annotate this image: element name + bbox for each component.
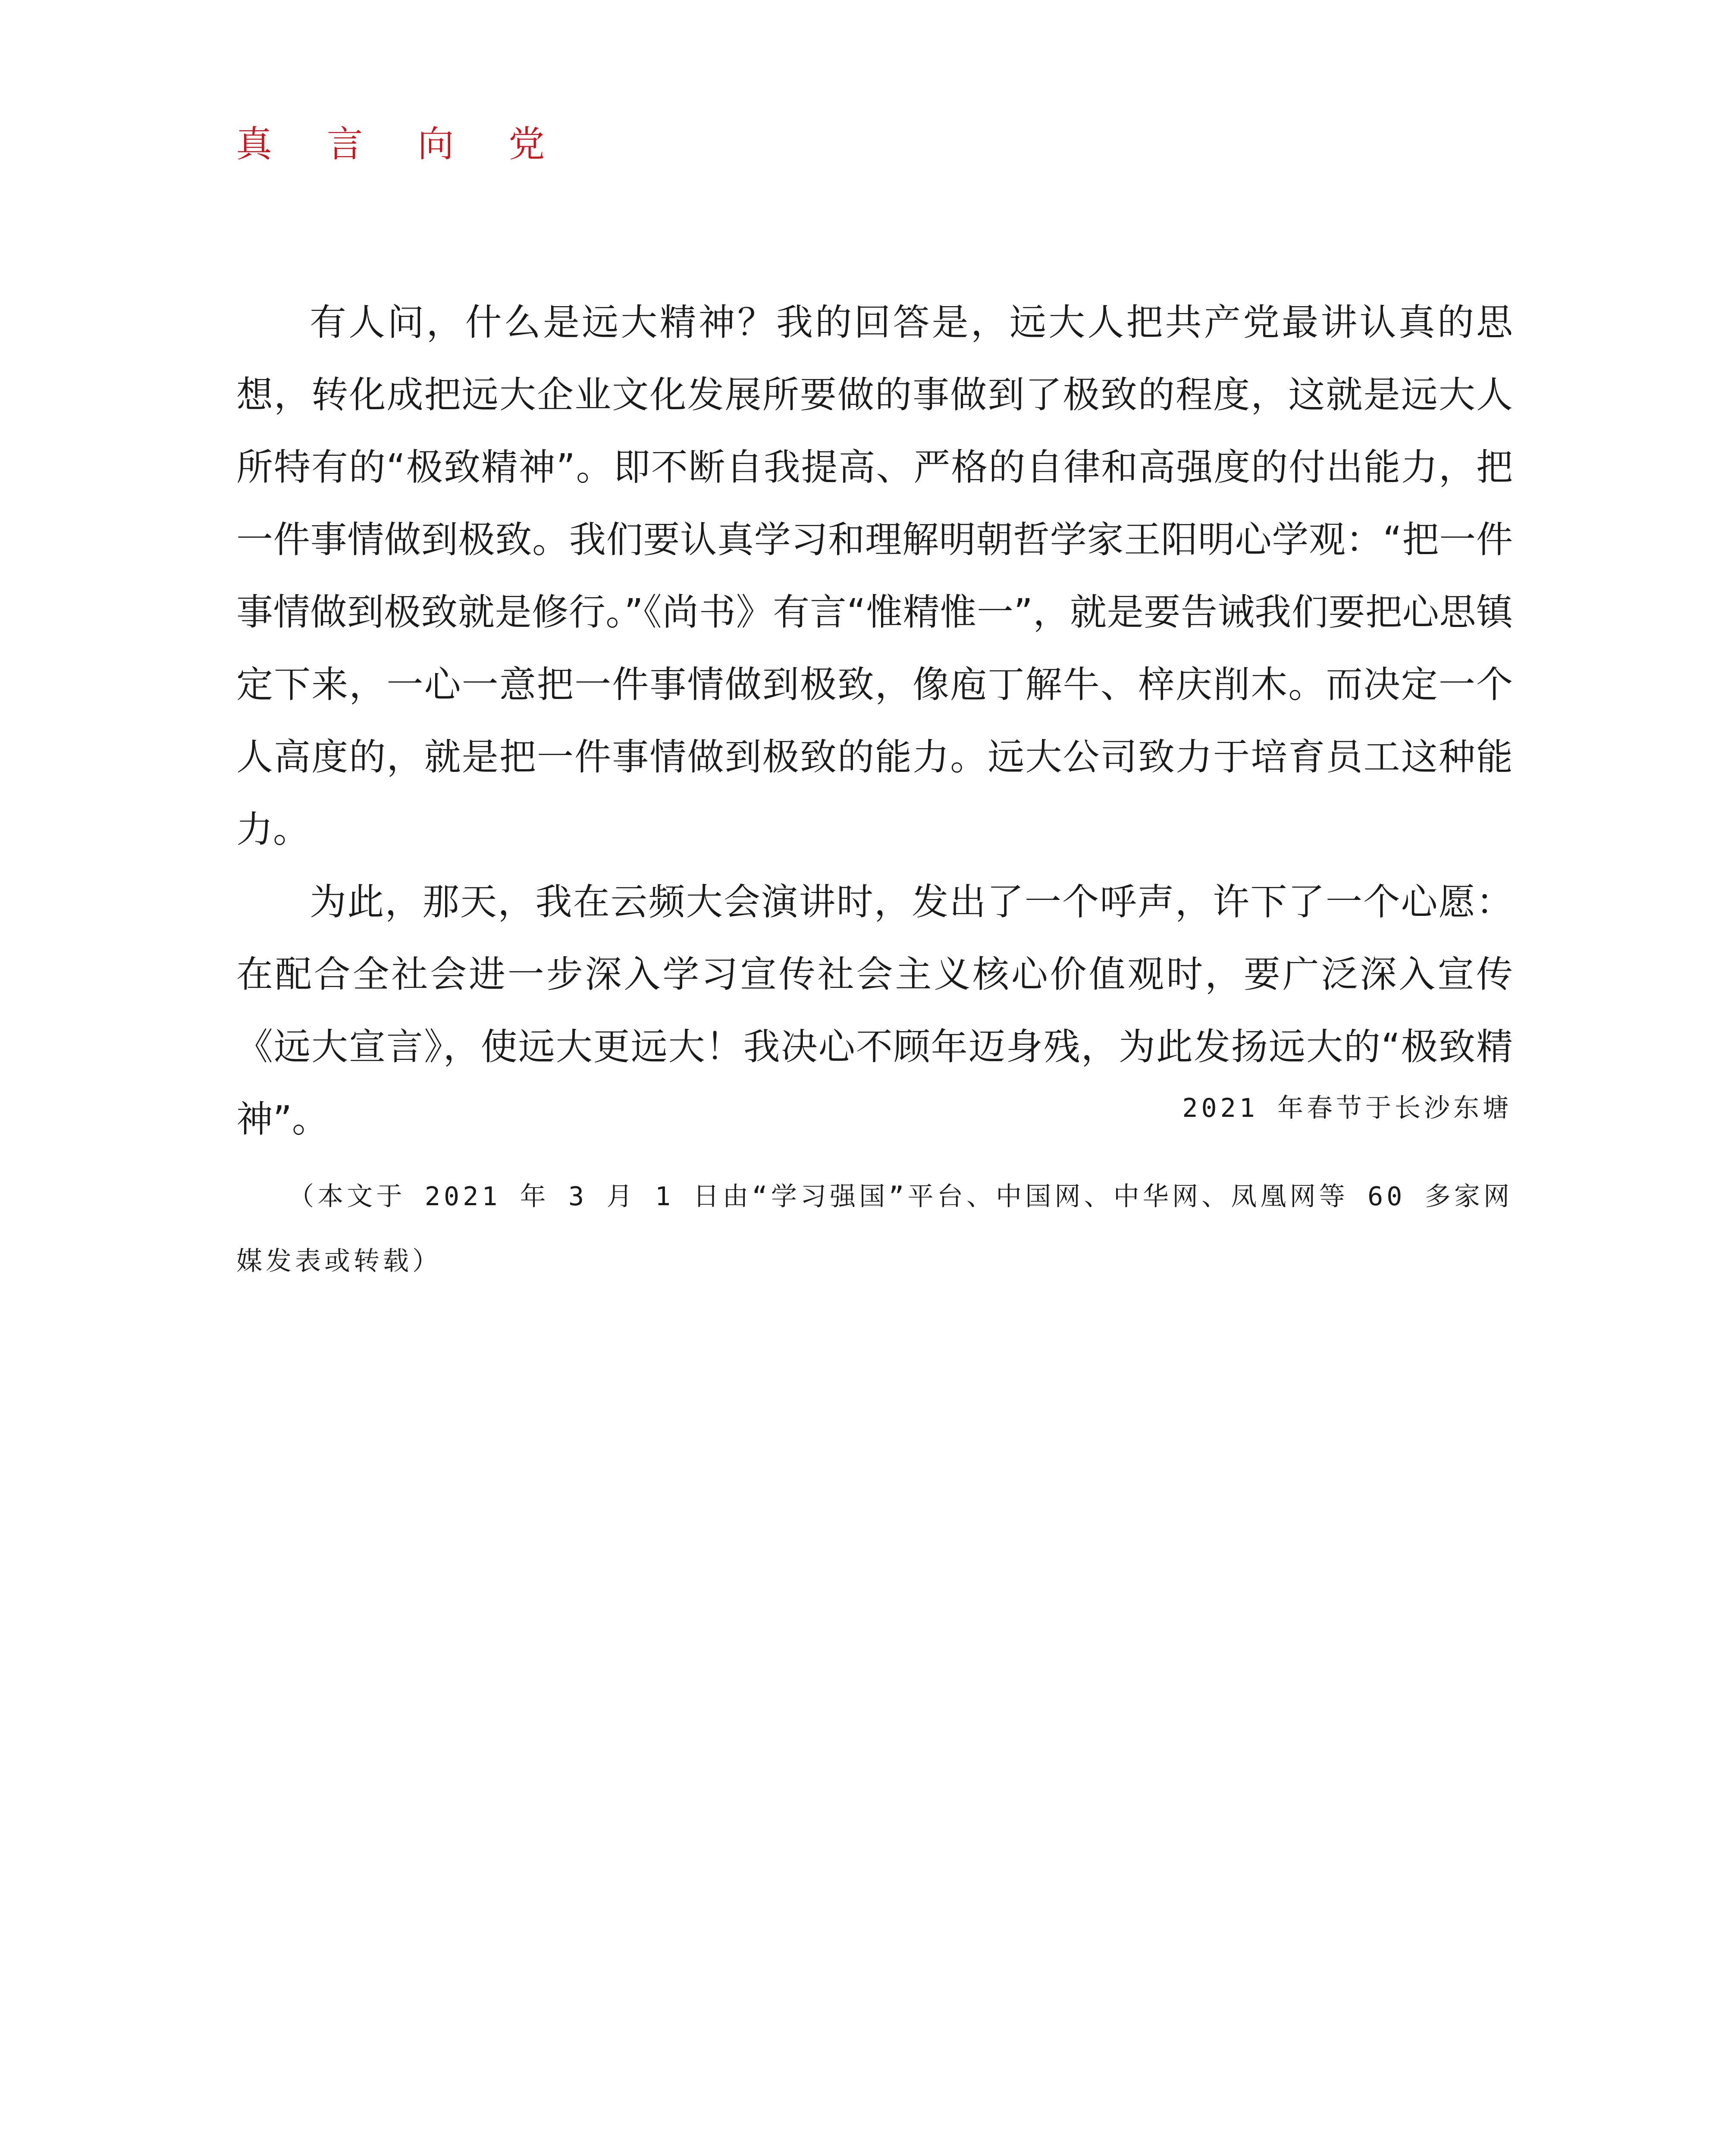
running-header: 真 言 向 党 (236, 123, 567, 165)
paragraph-2: 为此，那天，我在云频大会演讲时，发出了一个呼声，许下了一个心愿：在配合全社会进一步深入学习宣传社会主义核心价值观时，要广泛深入宣传《远大宣言》，使远大更远大！我决心不顾年迈身残，为此发扬远大的“极致精神”。 (236, 881, 1513, 1141)
publication-note: （本文于 2021 年 3 月 1 日由“学习强国”平台、中国网、中华网、凤凰网等 60 多家网媒发表或转载） (236, 1181, 1513, 1276)
article-body (236, 287, 1513, 1156)
paragraph-1: 有人问，什么是远大精神？我的回答是，远大人把共产党最讲认真的思想，转化成把远大企业文化发展所要做的事做到了极致的程度，这就是远大人所特有的“极致精神”。即不断自我提高、严格的自律和高强度的付出能力，把一件事情做到极致。我们要认真学习和理解明朝哲学家王阳明心学观：“把一件事情做到极致就是修行。”《尚书》有言“惟精惟一”，就是要告诫我们要把心思镇定下来，一心一意把一件事情做到极致，像庖丁解牛、梓庆削木。而决定一个人高度的，就是把一件事情做到极致的能力。远大公司致力于培育员工这种能力。 (236, 301, 1513, 851)
date-place-signoff: 2021 年春节于长沙东塘 (1182, 1093, 1512, 1123)
